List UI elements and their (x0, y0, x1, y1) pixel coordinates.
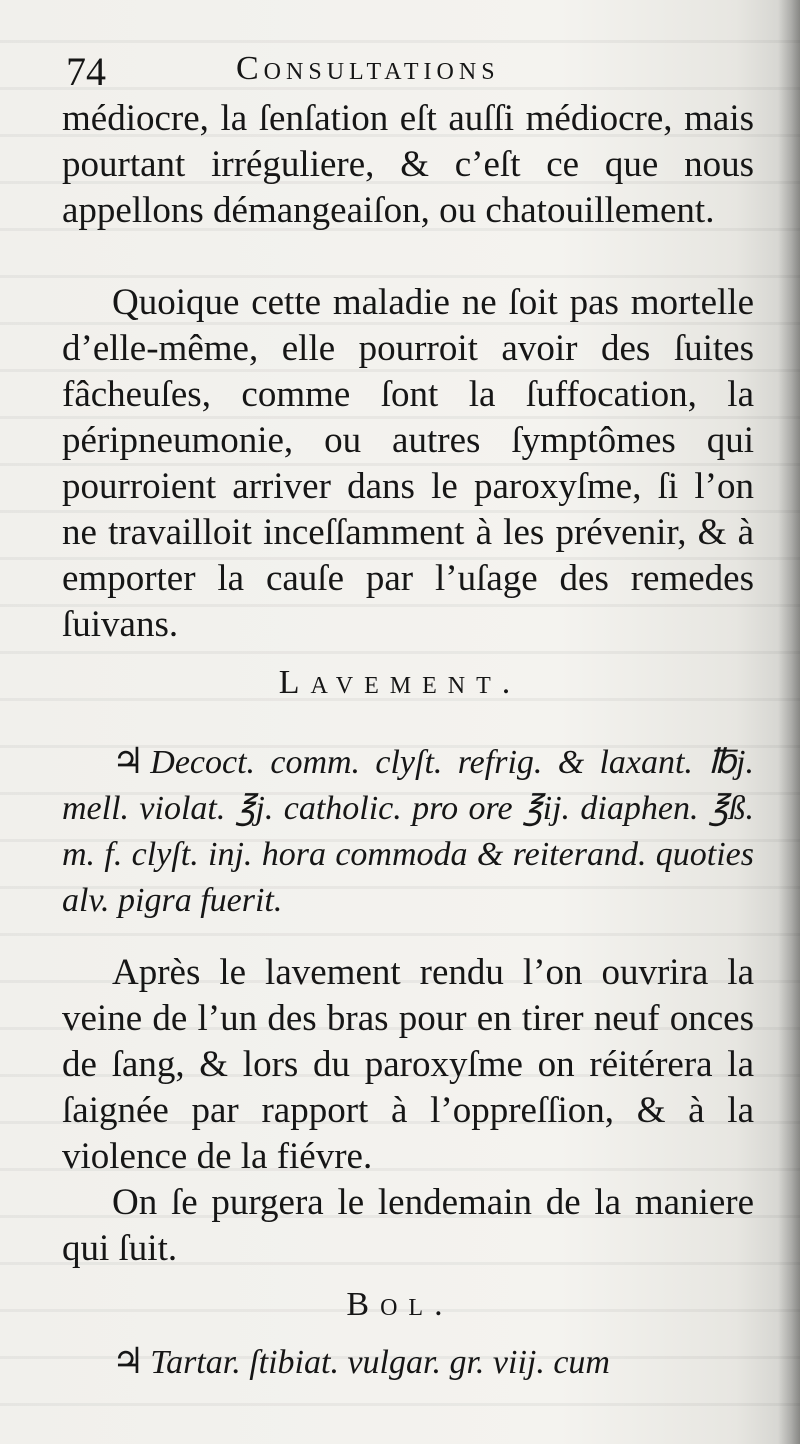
paragraph: Après le lavement rendu l’on ouvrira la veine de l’un des bras pour en tirer neuf onces de ſang, & lors du paroxyſme on réitérera la ſaignée par rapport à l’oppreſſion, & à la violence de la fiévre. (62, 952, 754, 1177)
section-heading-lavement: Lavement. (278, 664, 522, 701)
prescription-lavement (62, 738, 754, 924)
paragraph-group-bottom (62, 950, 754, 1272)
running-header (66, 48, 746, 98)
recipe-symbol-icon: ♃ (112, 1341, 145, 1381)
prescription-text: Decoct. comm. clyſt. refrig. & laxant. ℔j. mell. violat. ℥j. catholic. pro ore ℥ij. diaphen. ℥ß. m. f. clyſt. inj. hora commoda & reiterand. quoties alv. pigra fuerit. (62, 744, 754, 919)
prescription-bol (62, 1338, 754, 1386)
paragraph: médiocre, la ſenſation eſt auſſi médiocre, mais pourtant irréguliere, & c’eſt ce que nous appellons démangeaiſon, ou chatouillement. (62, 98, 754, 231)
page-number: 74 (66, 49, 106, 94)
page-edge-shadow (778, 0, 800, 1444)
paragraph: On ſe purgera le lendemain de la maniere qui ſuit. (62, 1182, 754, 1269)
paragraph-group-top-2 (62, 280, 754, 648)
running-title: Consultations (236, 50, 500, 87)
prescription-text: Tartar. ſtibiat. vulgar. gr. viij. cum (150, 1344, 610, 1381)
section-heading-bol: Bol. (346, 1286, 454, 1323)
paragraph-group-top (62, 96, 754, 234)
paragraph: Quoique cette maladie ne ſoit pas mortelle d’elle-même, elle pourroit avoir des ſuites fâcheuſes, comme ſont la ſuffocation, la péripneumonie, ou autres ſymptômes qui pourroient arriver dans le paroxyſme, ſi l’on ne travailloit inceſſamment à les prévenir, & à emporter la cauſe par l’uſage des remedes ſuivans. (62, 282, 754, 645)
recipe-symbol-icon: ♃ (112, 741, 145, 781)
